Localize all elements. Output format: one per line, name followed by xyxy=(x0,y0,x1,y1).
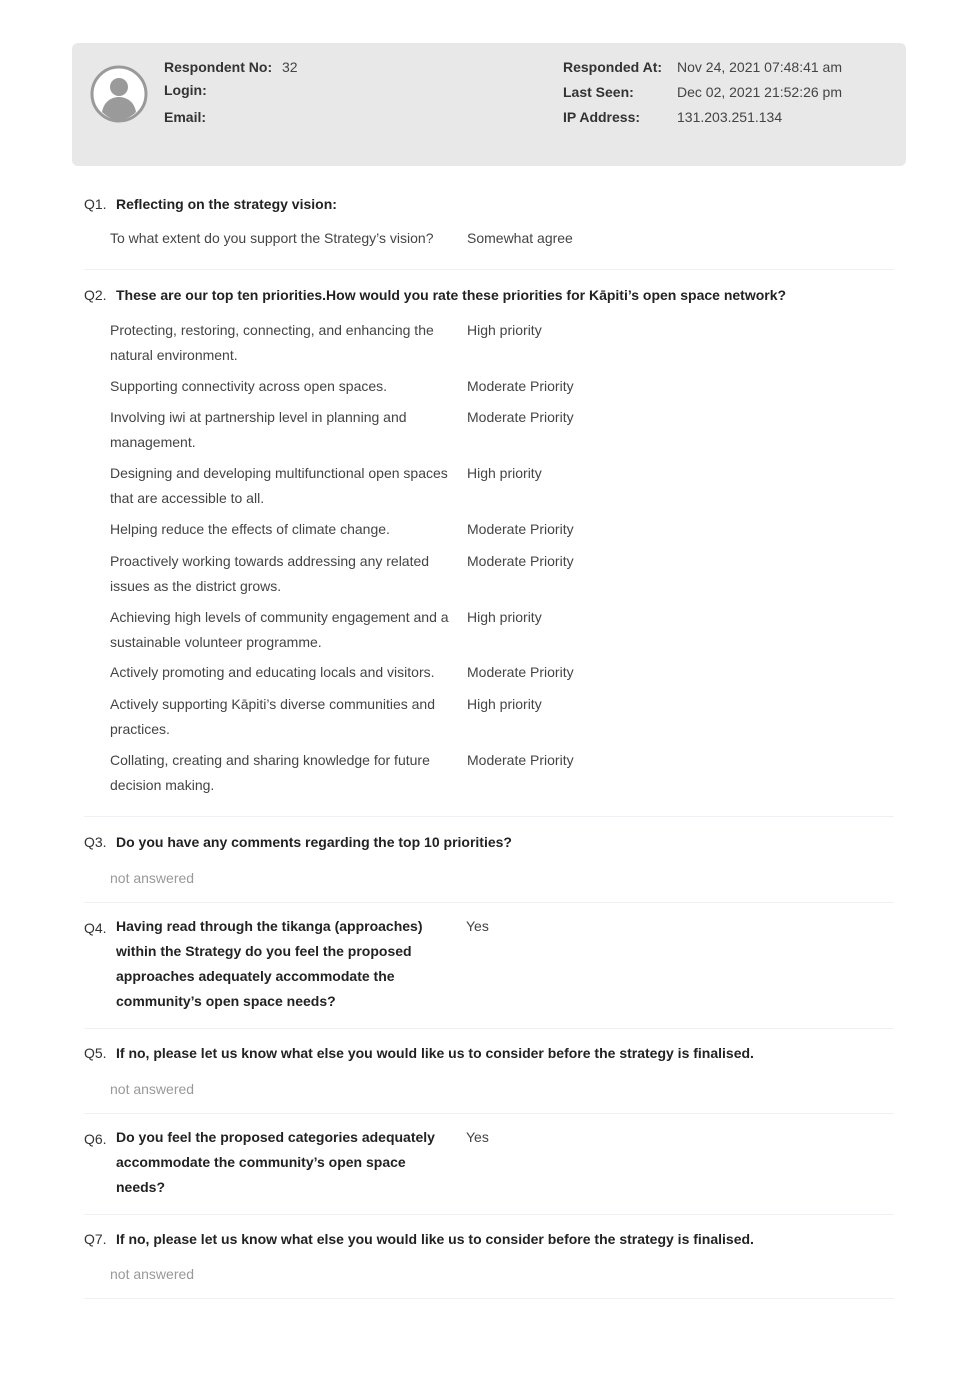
respondent-no-value: 32 xyxy=(282,59,298,75)
respondent-header xyxy=(72,43,906,166)
question-number: Q6. xyxy=(84,1131,107,1147)
responded-at-label: Responded At: xyxy=(563,59,663,75)
question-number: Q5. xyxy=(84,1045,107,1061)
question-text: Having read through the tikanga (approaches) within the Strategy do you feel the proposed approaches adequately accommodate the community’s open space needs? xyxy=(116,918,423,1009)
question-divider xyxy=(84,1113,894,1114)
priority-row-label: Proactively working towards addressing any related issues as the district grows. xyxy=(110,553,430,594)
ip-address-label: IP Address: xyxy=(563,109,641,125)
priority-row-value: Moderate Priority xyxy=(467,409,574,425)
question-divider xyxy=(84,269,894,270)
not-answered-text: not answered xyxy=(110,1266,195,1282)
question-divider xyxy=(84,816,894,817)
priority-row-label: Collating, creating and sharing knowledge for future decision making. xyxy=(110,752,430,793)
priority-row-value: High priority xyxy=(467,322,542,338)
email-label: Email: xyxy=(164,109,207,125)
priority-row-label: Achieving high levels of community engagement and a sustainable volunteer programme. xyxy=(110,609,449,650)
user-avatar-icon xyxy=(90,65,148,123)
question-number: Q4. xyxy=(84,920,107,936)
priority-row-value: Moderate Priority xyxy=(467,553,574,569)
priority-row-label: Helping reduce the effects of climate change. xyxy=(110,521,390,537)
priority-row-label: Involving iwi at partnership level in planning and management. xyxy=(110,409,407,450)
not-answered-text: not answered xyxy=(110,870,195,886)
responded-at-value: Nov 24, 2021 07:48:41 am xyxy=(677,59,843,75)
login-label: Login: xyxy=(164,82,207,98)
answer-row-label: To what extent do you support the Strategy’s vision? xyxy=(110,230,434,246)
priority-row-value: High priority xyxy=(467,609,542,625)
not-answered-text: not answered xyxy=(110,1081,195,1097)
priority-row-label: Supporting connectivity across open spaces. xyxy=(110,378,388,394)
question-number: Q1. xyxy=(84,196,107,212)
priority-row-label: Actively promoting and educating locals and visitors. xyxy=(110,664,435,680)
question-divider xyxy=(84,1214,894,1215)
priority-row-value: Moderate Priority xyxy=(467,752,574,768)
priority-row-value: Moderate Priority xyxy=(467,378,574,394)
last-seen-value: Dec 02, 2021 21:52:26 pm xyxy=(677,84,843,100)
ip-address-value: 131.203.251.134 xyxy=(677,109,783,125)
last-seen-label: Last Seen: xyxy=(563,84,634,100)
question-divider xyxy=(84,902,894,903)
answer-value: Yes xyxy=(466,918,489,934)
question-number: Q7. xyxy=(84,1231,107,1247)
question-text: If no, please let us know what else you would like us to consider before the strategy is finalised. xyxy=(116,1231,754,1247)
question-divider xyxy=(84,1028,894,1029)
priority-row-value: High priority xyxy=(467,696,542,712)
priority-row-label: Designing and developing multifunctional open spaces that are accessible to all. xyxy=(110,465,448,506)
question-text: Do you have any comments regarding the top 10 priorities? xyxy=(116,834,512,850)
priority-row-label: Protecting, restoring, connecting, and enhancing the natural environment. xyxy=(110,322,434,363)
question-text: Reflecting on the strategy vision: xyxy=(116,196,337,212)
answer-row-value: Somewhat agree xyxy=(467,230,573,246)
priority-row-value: Moderate Priority xyxy=(467,664,574,680)
question-divider xyxy=(84,1298,894,1299)
priority-row-label: Actively supporting Kāpiti’s diverse communities and practices. xyxy=(110,696,436,737)
question-number: Q3. xyxy=(84,834,107,850)
priority-row-value: High priority xyxy=(467,465,542,481)
answer-value: Yes xyxy=(466,1129,489,1145)
question-text: These are our top ten priorities.How would you rate these priorities for Kāpiti’s open space network? xyxy=(116,287,787,303)
priority-row-value: Moderate Priority xyxy=(467,521,574,537)
question-text: If no, please let us know what else you would like us to consider before the strategy is finalised. xyxy=(116,1045,754,1061)
question-number: Q2. xyxy=(84,287,107,303)
respondent-no-label: Respondent No: xyxy=(164,59,273,75)
question-text: Do you feel the proposed categories adequately accommodate the community’s open space needs? xyxy=(116,1129,435,1195)
